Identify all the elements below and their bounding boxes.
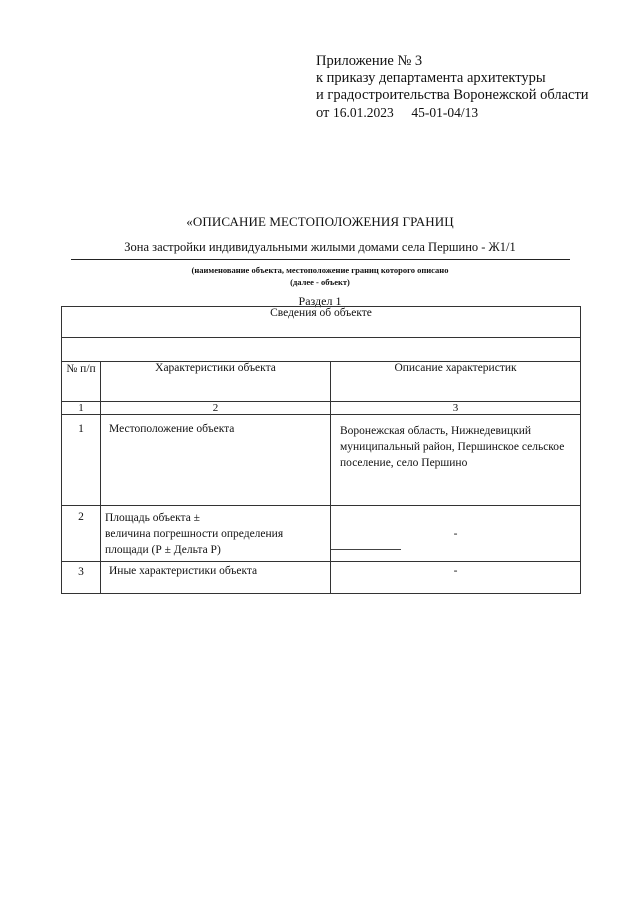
table-row bbox=[62, 562, 581, 594]
appendix-order-line bbox=[316, 104, 589, 122]
column-number-row bbox=[62, 402, 581, 415]
appendix-line-1: Приложение № 3 bbox=[316, 53, 423, 69]
order-date: 16.01.2023 bbox=[333, 105, 394, 120]
note-line-1: (наименование объекта, местоположение границ которого описано bbox=[191, 265, 449, 275]
table-title-row bbox=[62, 307, 581, 338]
column-number-1: 1 bbox=[62, 402, 101, 415]
appendix-line-3: и градостроительства Воронежской области bbox=[316, 87, 589, 103]
appendix-header bbox=[316, 53, 589, 122]
characteristic-line-3: площади (Р ± Дельта Р) bbox=[105, 544, 221, 556]
row-num: 3 bbox=[62, 562, 101, 594]
header-num: № п/п bbox=[62, 362, 101, 402]
row-description: - bbox=[331, 506, 581, 562]
row-num: 1 bbox=[62, 415, 101, 506]
table-title: Сведения об объекте bbox=[62, 307, 581, 338]
characteristic-line-1: Площадь объекта ± bbox=[105, 512, 200, 524]
object-name-note bbox=[60, 264, 580, 288]
header-characteristics: Характеристики объекта bbox=[101, 362, 331, 402]
object-name: Зона застройки индивидуальными жилыми домами села Першино - Ж1/1 bbox=[124, 240, 516, 254]
column-number-2: 2 bbox=[101, 402, 331, 415]
order-number: 45-01-04/13 bbox=[411, 105, 479, 120]
row-description: Воронежская область, Нижнедевицкий муниципальный район, Першинское сельское поселение, село Першино bbox=[331, 415, 581, 506]
appendix-line-2: к приказу департамента архитектуры bbox=[316, 70, 546, 86]
row-num: 2 bbox=[62, 506, 101, 562]
empty-cell bbox=[62, 338, 581, 362]
document-title: «ОПИСАНИЕ МЕСТОПОЛОЖЕНИЯ ГРАНИЦ bbox=[186, 214, 454, 229]
table-row bbox=[62, 415, 581, 506]
row-characteristic bbox=[101, 506, 331, 562]
underline-divider bbox=[71, 259, 570, 260]
header-description: Описание характеристик bbox=[331, 362, 581, 402]
characteristic-line-2: величина погрешности определения bbox=[105, 528, 284, 540]
section-label: Раздел 1 bbox=[298, 294, 342, 308]
from-label: от bbox=[316, 105, 330, 121]
table-row bbox=[62, 506, 581, 562]
row-description: - bbox=[331, 562, 581, 594]
row-characteristic: Местоположение объекта bbox=[101, 415, 331, 506]
note-line-2: (далее - объект) bbox=[290, 277, 350, 287]
stray-underline bbox=[331, 549, 401, 550]
column-number-3: 3 bbox=[331, 402, 581, 415]
object-info-table bbox=[61, 306, 581, 594]
table-header-row bbox=[62, 362, 581, 402]
row-characteristic: Иные характеристики объекта bbox=[101, 562, 331, 594]
table-empty-row bbox=[62, 338, 581, 362]
